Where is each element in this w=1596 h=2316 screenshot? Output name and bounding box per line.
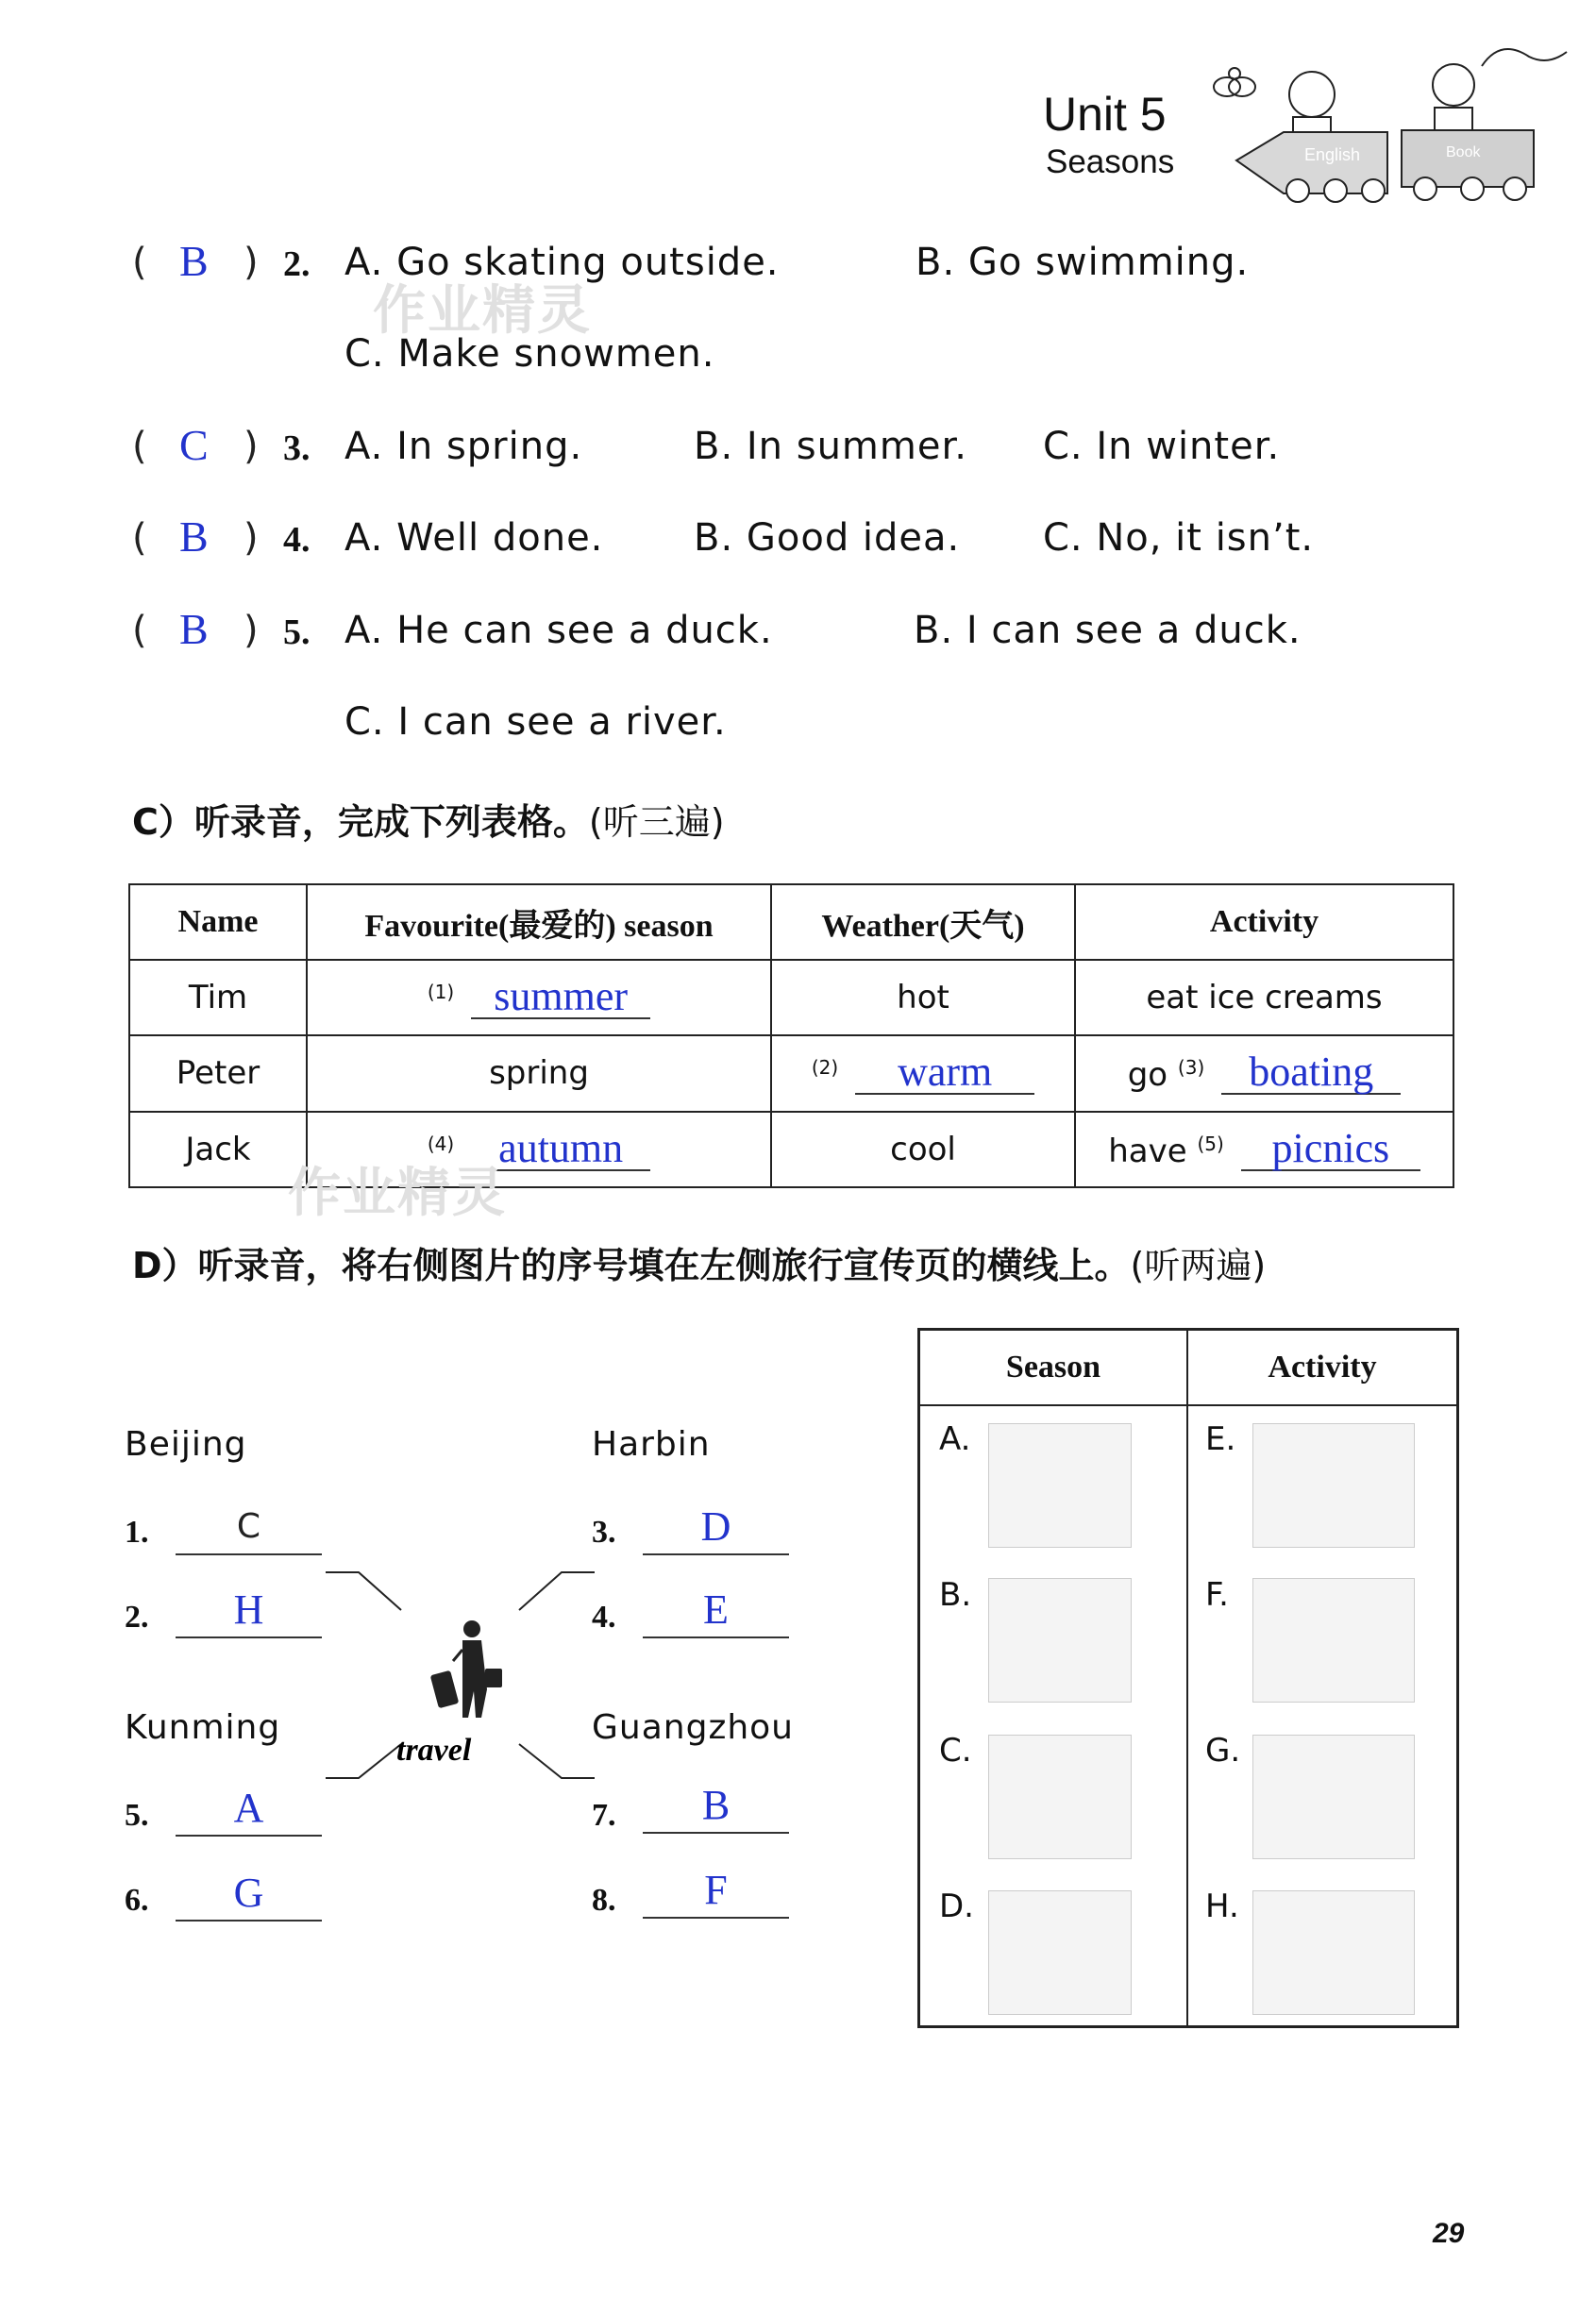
unit-subtitle: Seasons — [1046, 143, 1175, 180]
answer-4: autumn — [471, 1128, 650, 1171]
city-kunming: Kunming — [125, 1708, 281, 1747]
picture-e-skating — [1252, 1423, 1415, 1548]
question-number: 2. — [283, 244, 311, 284]
traveler-icon — [321, 1567, 604, 1784]
answer-blank-8: F — [643, 1864, 789, 1919]
picture-c-autumn — [988, 1735, 1132, 1859]
answer-2: B — [179, 237, 209, 285]
season-table — [128, 883, 1454, 1188]
picture-g-boating — [1252, 1735, 1415, 1859]
answer-5: B — [179, 605, 209, 653]
option-c: C. I can see a river. — [344, 700, 727, 744]
picture-b-summer — [988, 1578, 1132, 1703]
option-a: A. Go skating outside. — [344, 241, 780, 284]
col-header-season: Favourite(最爱的) season — [307, 884, 771, 960]
answer-5: picnics — [1241, 1128, 1420, 1171]
answer-blank-6: G — [176, 1867, 322, 1922]
question-number: 3. — [283, 428, 311, 468]
answer-2: warm — [855, 1051, 1034, 1095]
picture-table: Season Activity A. B. C. D. E. F. G. H. — [917, 1328, 1459, 2028]
answer-blank-3: D — [643, 1501, 789, 1555]
paren-open: ( — [132, 516, 147, 560]
col-header-weather: Weather(天气) — [771, 884, 1075, 960]
col-header-season: Season — [920, 1331, 1186, 1406]
col-header-name: Name — [129, 884, 307, 960]
option-b: B. Good idea. — [694, 516, 961, 560]
watermark: 作业精灵 — [288, 1163, 507, 1224]
unit-title: Unit 5 — [1043, 88, 1167, 141]
paren-open: ( — [132, 609, 147, 652]
watermark: 作业精灵 — [373, 280, 592, 342]
paren-close: ) — [244, 609, 259, 652]
paren-open: ( — [132, 241, 147, 284]
option-b: B. Go swimming. — [916, 241, 1250, 284]
answer-blank-5: A — [176, 1782, 322, 1837]
picture-h-hiking — [1252, 1890, 1415, 2015]
page-number: 29 — [1433, 2218, 1465, 2249]
option-b: B. In summer. — [694, 425, 967, 468]
answer-3: C — [179, 421, 209, 469]
table-row: Tim $^{(1)}$ summer hot eat ice creams — [129, 960, 1453, 1035]
paren-close: ) — [244, 241, 259, 284]
picture-f-swimming — [1252, 1578, 1415, 1703]
option-a: A. He can see a duck. — [344, 609, 773, 652]
option-a: A. In spring. — [344, 425, 583, 468]
answer-blank-4: E — [643, 1584, 789, 1638]
table-row: Peter spring $^{(2)}$ warm go $^{(3)}$ boating — [129, 1035, 1453, 1111]
col-header-activity: Activity — [1188, 1331, 1456, 1406]
option-c: C. In winter. — [1043, 425, 1281, 468]
option-b: B. I can see a duck. — [914, 609, 1302, 652]
paren-close: ) — [244, 425, 259, 468]
answer-1: summer — [471, 976, 650, 1019]
answer-blank-2: H — [176, 1584, 322, 1638]
option-c: C. Make snowmen. — [344, 332, 715, 376]
header-illustration — [1199, 28, 1576, 208]
table-row: Jack $^{(4)}$ autumn cool have $^{(5)}$ picnics — [129, 1112, 1453, 1187]
car-left-label: English — [1304, 145, 1361, 164]
answer-4: B — [179, 512, 209, 561]
picture-d-winter — [988, 1890, 1132, 2015]
travel-label: travel — [396, 1733, 472, 1768]
question-number: 4. — [283, 520, 311, 560]
car-right-label: Book — [1446, 144, 1481, 160]
city-harbin: Harbin — [592, 1425, 711, 1464]
section-c-title: C）听录音，完成下列表格。(听三遍) — [132, 801, 725, 843]
answer-3: boating — [1221, 1051, 1401, 1095]
answer-blank-7: B — [643, 1779, 789, 1834]
option-c: C. No, it isn’t. — [1043, 516, 1315, 560]
col-header-activity: Activity — [1075, 884, 1453, 960]
paren-open: ( — [132, 425, 147, 468]
option-a: A. Well done. — [344, 516, 604, 560]
city-guangzhou: Guangzhou — [592, 1708, 794, 1747]
city-beijing: Beijing — [125, 1425, 247, 1464]
paren-close: ) — [244, 516, 259, 560]
picture-a-spring — [988, 1423, 1132, 1548]
section-d-title: D）听录音，将右侧图片的序号填在左侧旅行宣传页的横线上。(听两遍) — [132, 1245, 1267, 1286]
question-number: 5. — [283, 613, 311, 652]
answer-blank-1: C — [176, 1501, 322, 1555]
